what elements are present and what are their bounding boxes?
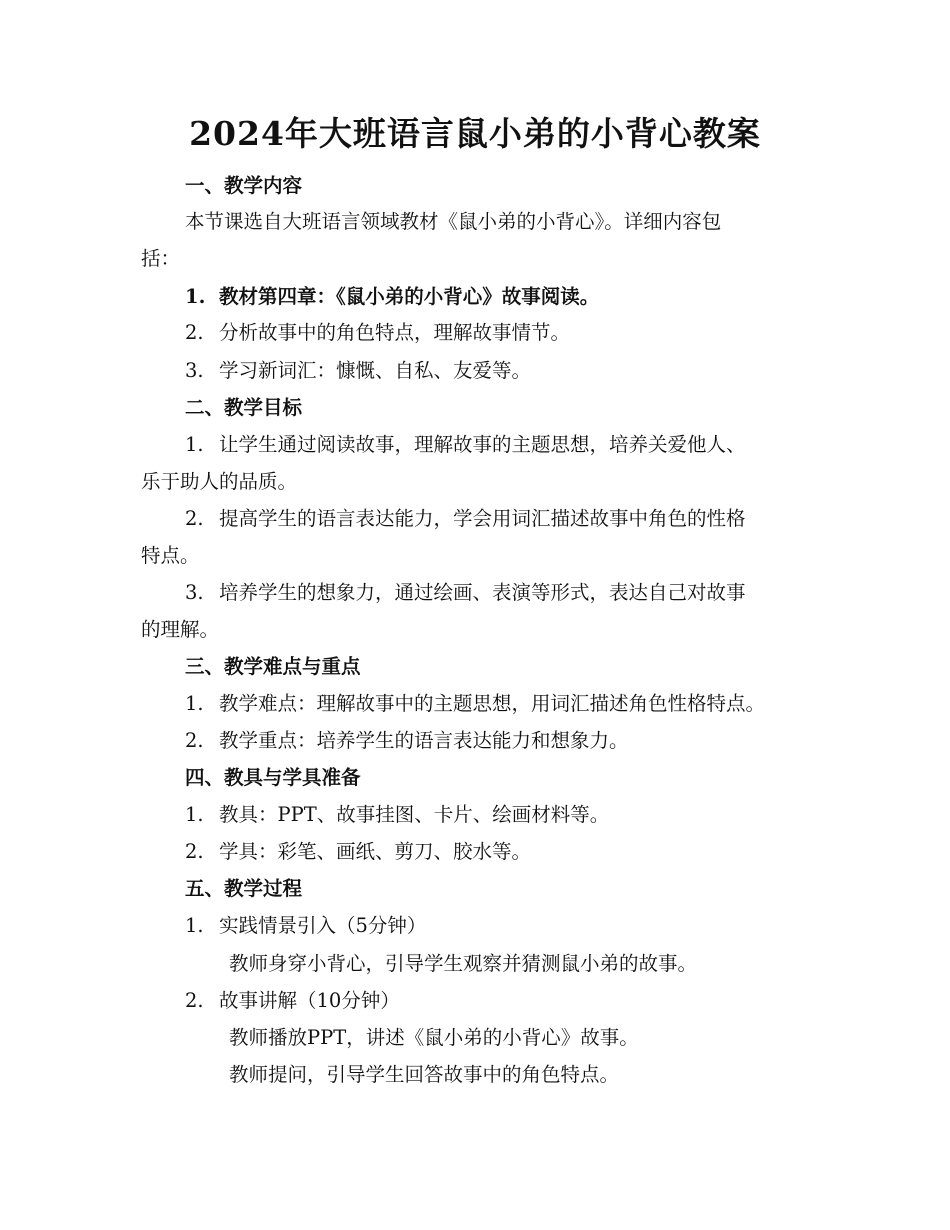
list-item-number: 1.: [185, 692, 204, 715]
list-item: [185, 987, 400, 1015]
list-item-text: 教学难点：理解故事中的主题思想，用词汇描述角色性格特点。: [219, 692, 766, 715]
list-item-number: 2.: [185, 840, 204, 863]
list-item: [185, 505, 746, 533]
section-heading-materials: 四、教具与学具准备: [185, 766, 361, 789]
list-item-text: 学具：彩笔、画纸、剪刀、胶水等。: [219, 840, 532, 863]
intro-paragraph-line2: 括：: [141, 247, 181, 270]
list-item-text: 让学生通过阅读故事，理解故事的主题思想，培养关爱他人、: [219, 433, 746, 456]
list-item-continuation: 特点。: [141, 544, 200, 567]
list-item-text: 实践情景引入（5分钟）: [219, 914, 427, 937]
list-item: [185, 838, 531, 866]
list-item-number: 2.: [185, 989, 204, 1012]
list-item-text: 分析故事中的角色特点，理解故事情节。: [219, 321, 571, 344]
section-heading-process: 五、教学过程: [185, 877, 303, 900]
list-item: [185, 690, 765, 718]
list-item: [185, 801, 609, 829]
list-item-number: 1.: [185, 914, 204, 937]
list-item: [185, 579, 746, 607]
list-item-number: 1.: [185, 285, 206, 308]
list-item-number: 2.: [185, 321, 204, 344]
process-detail: 教师播放PPT，讲述《鼠小弟的小背心》故事。: [229, 1026, 639, 1049]
list-item: [185, 319, 570, 347]
section-heading-difficulties: 三、教学难点与重点: [185, 655, 361, 678]
list-item-text: 教学重点：培养学生的语言表达能力和想象力。: [219, 729, 629, 752]
intro-paragraph-line1: 本节课选自大班语言领域教材《鼠小弟的小背心》。详细内容包: [185, 210, 722, 233]
list-item-continuation: 乐于助人的品质。: [141, 470, 298, 493]
list-item: [185, 912, 426, 940]
list-item: [185, 357, 531, 385]
list-item-text: 培养学生的想象力，通过绘画、表演等形式，表达自己对故事: [219, 581, 746, 604]
section-heading-content: 一、教学内容: [185, 174, 303, 197]
list-item-number: 2.: [185, 507, 204, 530]
list-item-text: 故事讲解（10分钟）: [219, 989, 400, 1012]
document-title: 2024年大班语言鼠小弟的小背心教案: [189, 114, 761, 153]
list-item: [185, 727, 629, 755]
list-item-text: 教材第四章：《鼠小弟的小背心》故事阅读。: [219, 285, 600, 308]
list-item: [185, 431, 746, 459]
list-item-number: 3.: [185, 581, 204, 604]
list-item-number: 3.: [185, 359, 204, 382]
list-item-number: 1.: [185, 803, 204, 826]
list-item-number: 2.: [185, 729, 204, 752]
list-item-text: 提高学生的语言表达能力，学会用词汇描述故事中角色的性格: [219, 507, 746, 530]
process-detail: 教师提问，引导学生回答故事中的角色特点。: [229, 1063, 620, 1086]
list-item-number: 1.: [185, 433, 204, 456]
section-heading-objectives: 二、教学目标: [185, 396, 303, 419]
list-item-continuation: 的理解。: [141, 618, 220, 641]
process-detail: 教师身穿小背心，引导学生观察并猜测鼠小弟的故事。: [229, 952, 698, 975]
list-item-text: 教具：PPT、故事挂图、卡片、绘画材料等。: [219, 803, 610, 826]
list-item: [185, 283, 599, 311]
list-item-text: 学习新词汇：慷慨、自私、友爱等。: [219, 359, 532, 382]
